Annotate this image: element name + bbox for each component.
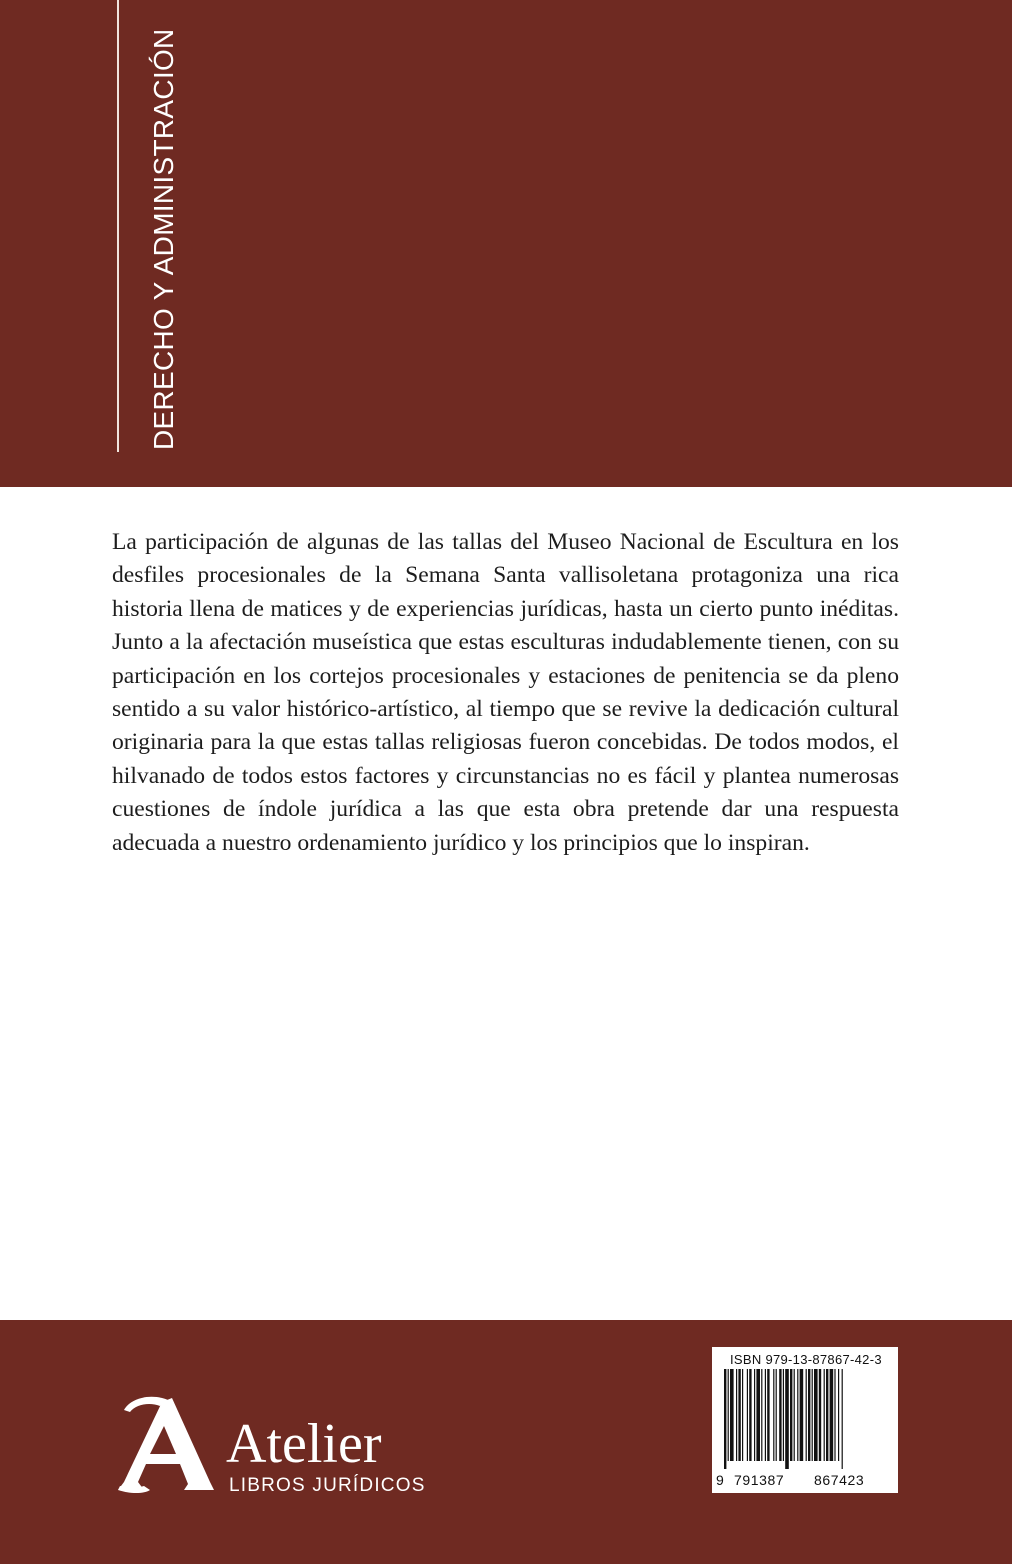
barcode-bar [826,1369,828,1461]
barcode-bar [830,1369,834,1461]
back-cover-blurb: La participación de algunas de las tallas del Museo Nacional de Escultura en los desfiles procesionales de la Semana Santa vallisoletana protagoniza una rica historia llena de matices y de experiencias jurídicas, hasta un cierto punto inéditas. Junto a la afectación museística que estas esculturas indudablemente tienen, con su participación en los cortejos procesionales y estaciones de penitencia se da pleno sentido a su valor histórico-artístico, al tiempo que se revive la dedicación cultural originaria para la que estas tallas religiosas fueron concebidas. De todos modos, el hilvanado de todos estos factores y circunstancias no es fácil y plantea numerosas cuestiones de índole jurídica a las que esta obra pretende dar una respuesta adecuada a nuestro ordenamiento jurídico y los principios que lo inspiran. [112,529,899,856]
barcode-bar [728,1369,729,1461]
barcode-bar [794,1369,795,1461]
atelier-a-logo-icon [110,1390,220,1500]
series-title: DERECHO Y ADMINISTRACIÓN [148,28,179,450]
barcode-bar [790,1369,792,1461]
barcode-bar [838,1369,839,1461]
barcode-box [712,1347,898,1493]
barcode-bar [736,1369,737,1461]
barcode-digit-lead: 9 [716,1472,724,1488]
barcode-bar [814,1369,818,1461]
barcode-bar [742,1369,743,1461]
barcode-bar [756,1369,760,1461]
barcode-bar [785,1369,789,1469]
barcode-icon [724,1369,888,1469]
spine-divider-line [117,0,119,452]
barcode-bar [842,1369,843,1469]
barcode-bar [806,1369,807,1461]
barcode-bar [749,1369,751,1461]
barcode-bar [808,1369,810,1461]
barcode-bar [754,1369,755,1461]
barcode-bar [824,1369,825,1461]
barcode-bar [765,1369,766,1461]
barcode-bar [738,1369,740,1461]
barcode-bar [730,1369,734,1461]
isbn-label: ISBN 979-13-87867-42-3 [730,1352,882,1367]
barcode-bar [797,1369,798,1461]
barcode-bar [747,1369,748,1461]
barcode-bar [800,1369,804,1461]
barcode-bar [812,1369,813,1461]
publisher-name: Atelier [226,1413,382,1475]
barcode-bar [819,1369,821,1461]
barcode-bar [767,1369,769,1461]
barcode-digits-right: 867423 [814,1472,865,1488]
barcode-bar [776,1369,777,1461]
barcode-bar [773,1369,774,1461]
barcode-bar [783,1369,784,1461]
publisher-tagline: LIBROS JURÍDICOS [229,1475,426,1496]
barcode-bar [834,1369,835,1461]
barcode-bar [724,1369,726,1469]
barcode-bar [779,1369,781,1461]
barcode-bar [761,1369,762,1461]
barcode-digits-left: 791387 [734,1472,785,1488]
